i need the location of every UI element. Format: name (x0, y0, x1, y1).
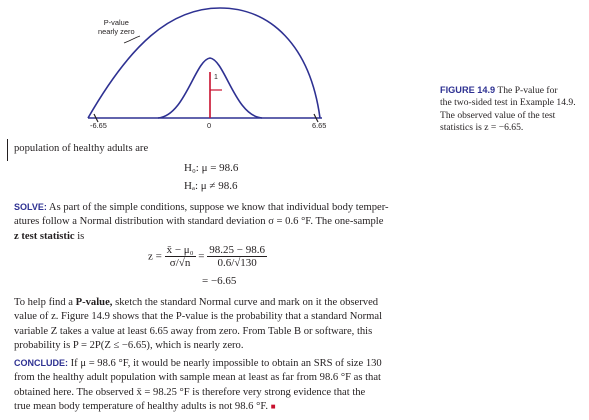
conclude-label: CONCLUDE: (14, 358, 68, 368)
hypothesis-null: H₀: μ = 98.6 (184, 162, 239, 174)
solve-line1-text: As part of the simple conditions, suppose we know that individual body temper- (48, 202, 389, 213)
solve-line3-bold: z test statistic (14, 230, 75, 242)
z-equation (148, 244, 267, 269)
tick-label-left: -6.65 (90, 121, 107, 130)
figure-caption (440, 84, 586, 135)
caption-line1 (440, 84, 586, 97)
solve-line2: atures follow a Normal distribution with standard deviation σ = 0.6 °F. The one-sample (14, 216, 384, 228)
population-line: population of healthy adults are (14, 143, 149, 154)
para2-line2: value of z. Figure 14.9 shows that the P-value is the probability that a standard Normal (14, 311, 383, 323)
z-lhs: z = (148, 250, 162, 263)
conclude-line4 (14, 400, 434, 414)
tick-label-center: 0 (207, 121, 212, 130)
pvalue-paragraph (14, 296, 434, 354)
fraction-symbolic-den: σ/√n (169, 257, 191, 269)
caption-title: FIGURE 14.9 (440, 85, 496, 95)
para2-line1-bold: P-value, (75, 297, 113, 308)
conclude-line3: obtained here. The observed x̄ = 98.25 °F is therefore very strong evidence that the (14, 386, 366, 398)
pvalue-label-line1: P-value (103, 18, 129, 27)
fraction-numeric-num: 98.25 − 98.6 (209, 244, 265, 256)
caption-line1-rest: The P-value for (497, 85, 558, 96)
conclude-line4-text: true mean body temperature of healthy adults is not 98.6 °F. (14, 401, 269, 413)
solve-paragraph (14, 200, 434, 244)
normal-curve-figure (60, 0, 360, 140)
solve-line3 (14, 230, 434, 244)
z-result: = −6.65 (202, 275, 237, 287)
para2-line3: variable Z takes a value at least 6.65 away from zero. From Table B or software, this (14, 325, 373, 337)
fraction-numeric (207, 244, 267, 269)
solve-line1 (14, 200, 434, 215)
pvalue-label (98, 19, 135, 36)
fraction-numeric-den: 0.6/√130 (217, 257, 257, 269)
equals-sign: = (198, 250, 205, 263)
pvalue-label-line2: nearly zero (98, 26, 135, 36)
para2-line1b: sketch the standard Normal curve and mark on it the observed (112, 297, 379, 308)
conclude-paragraph (14, 356, 434, 415)
conclude-line1-text: If μ = 98.6 °F, it would be nearly impossible to obtain an SRS of size 130 (70, 358, 382, 369)
pvalue-leader (124, 36, 140, 43)
conclude-line2: from the healthy adult population with sample mean at least as far from 98.6 °F as that (14, 372, 381, 384)
fraction-symbolic (165, 244, 196, 269)
solve-label: SOLVE: (14, 202, 47, 212)
para2-line4: probability is P = 2P(Z ≤ −6.65), which is nearly zero. (14, 340, 244, 352)
end-mark: ■ (270, 402, 276, 412)
caption-line3: The observed value of the test (440, 109, 556, 121)
caption-line4: statistics is z = −6.65. (440, 122, 524, 134)
tick-label-right: 6.65 (312, 121, 327, 130)
caption-line2: the two-sided test in Example 14.9. (440, 97, 576, 109)
para2-line1a: To help find a (14, 297, 76, 308)
solve-line3-rest: is (74, 230, 85, 242)
fraction-symbolic-num: x̄ − μ₀ (166, 244, 194, 256)
para2-line1 (14, 296, 434, 310)
conclude-line1 (14, 356, 434, 371)
marker-label: 1 (214, 74, 218, 81)
margin-rule (7, 139, 8, 161)
hypothesis-alternative: Hₐ: μ ≠ 98.6 (184, 180, 238, 192)
